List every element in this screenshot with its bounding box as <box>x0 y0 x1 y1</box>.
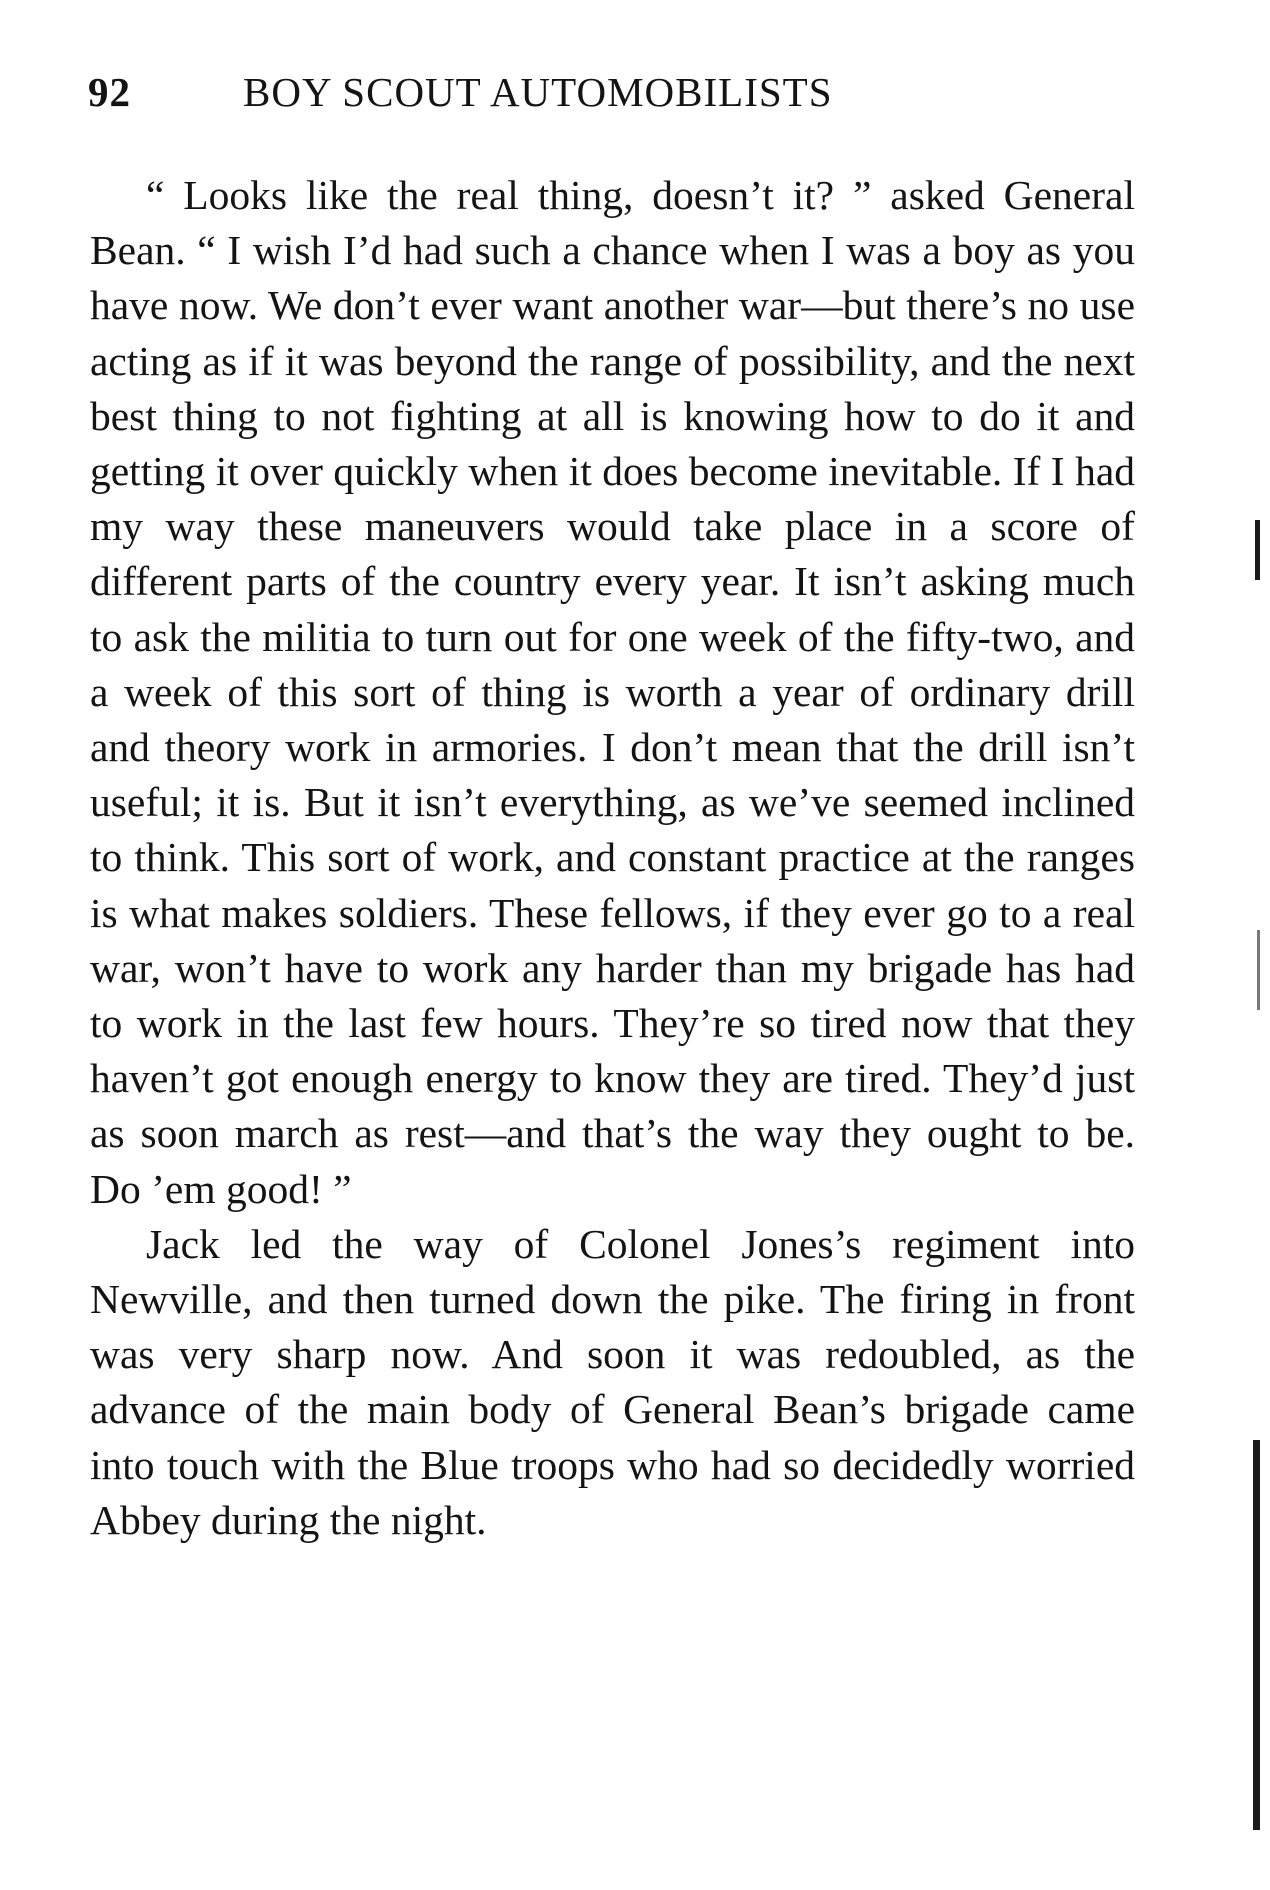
binding-edge-mark-middle <box>1257 930 1260 1010</box>
binding-edge-mark-lower <box>1253 1440 1260 1830</box>
body-text <box>90 168 1135 1548</box>
running-head: BOY SCOUT AUTOMOBILISTS <box>243 69 833 115</box>
page-header <box>88 62 1138 122</box>
paragraph-jack-leads: Jack led the way of Colonel Jones’s regiment into Newville, and then turned down the pike. The firing in front was very sharp now. And soon it was redoubled, as the advance of the main body of General Bean’s brigade came into touch with the Blue troops who had so decidedly worried Abbey during the night. <box>90 1220 1135 1543</box>
binding-edge-mark-upper <box>1255 520 1260 580</box>
page-number: 92 <box>88 69 131 115</box>
paragraph-general-bean-speech: “ Looks like the real thing, doesn’t it? ” asked General Bean. “ I wish I’d had such a chance when I was a boy as you have now. We don’t ever want another war—but there’s no use acting as if it was beyond the range of possibility, and the next best thing to not fighting at all is knowing how to do it and getting it over quickly when it does become inevitable. If I had my way these maneuvers would take place in a score of different parts of the country every year. It isn’t asking much to ask the militia to turn out for one week of the fifty-two, and a week of this sort of thing is worth a year of ordinary drill and theory work in armories. I don’t mean that the drill isn’t useful; it is. But it isn’t everything, as we’ve seemed inclined to think. This sort of work, and constant practice at the ranges is what makes soldiers. These fellows, if they ever go to a real war, won’t have to work any harder than my brigade has had to work in the last few hours. They’re so tired now that they haven’t got enough energy to know they are tired. They’d just as soon march as rest—and that’s the way they ought to be. Do ’em good! ” <box>90 172 1135 1212</box>
